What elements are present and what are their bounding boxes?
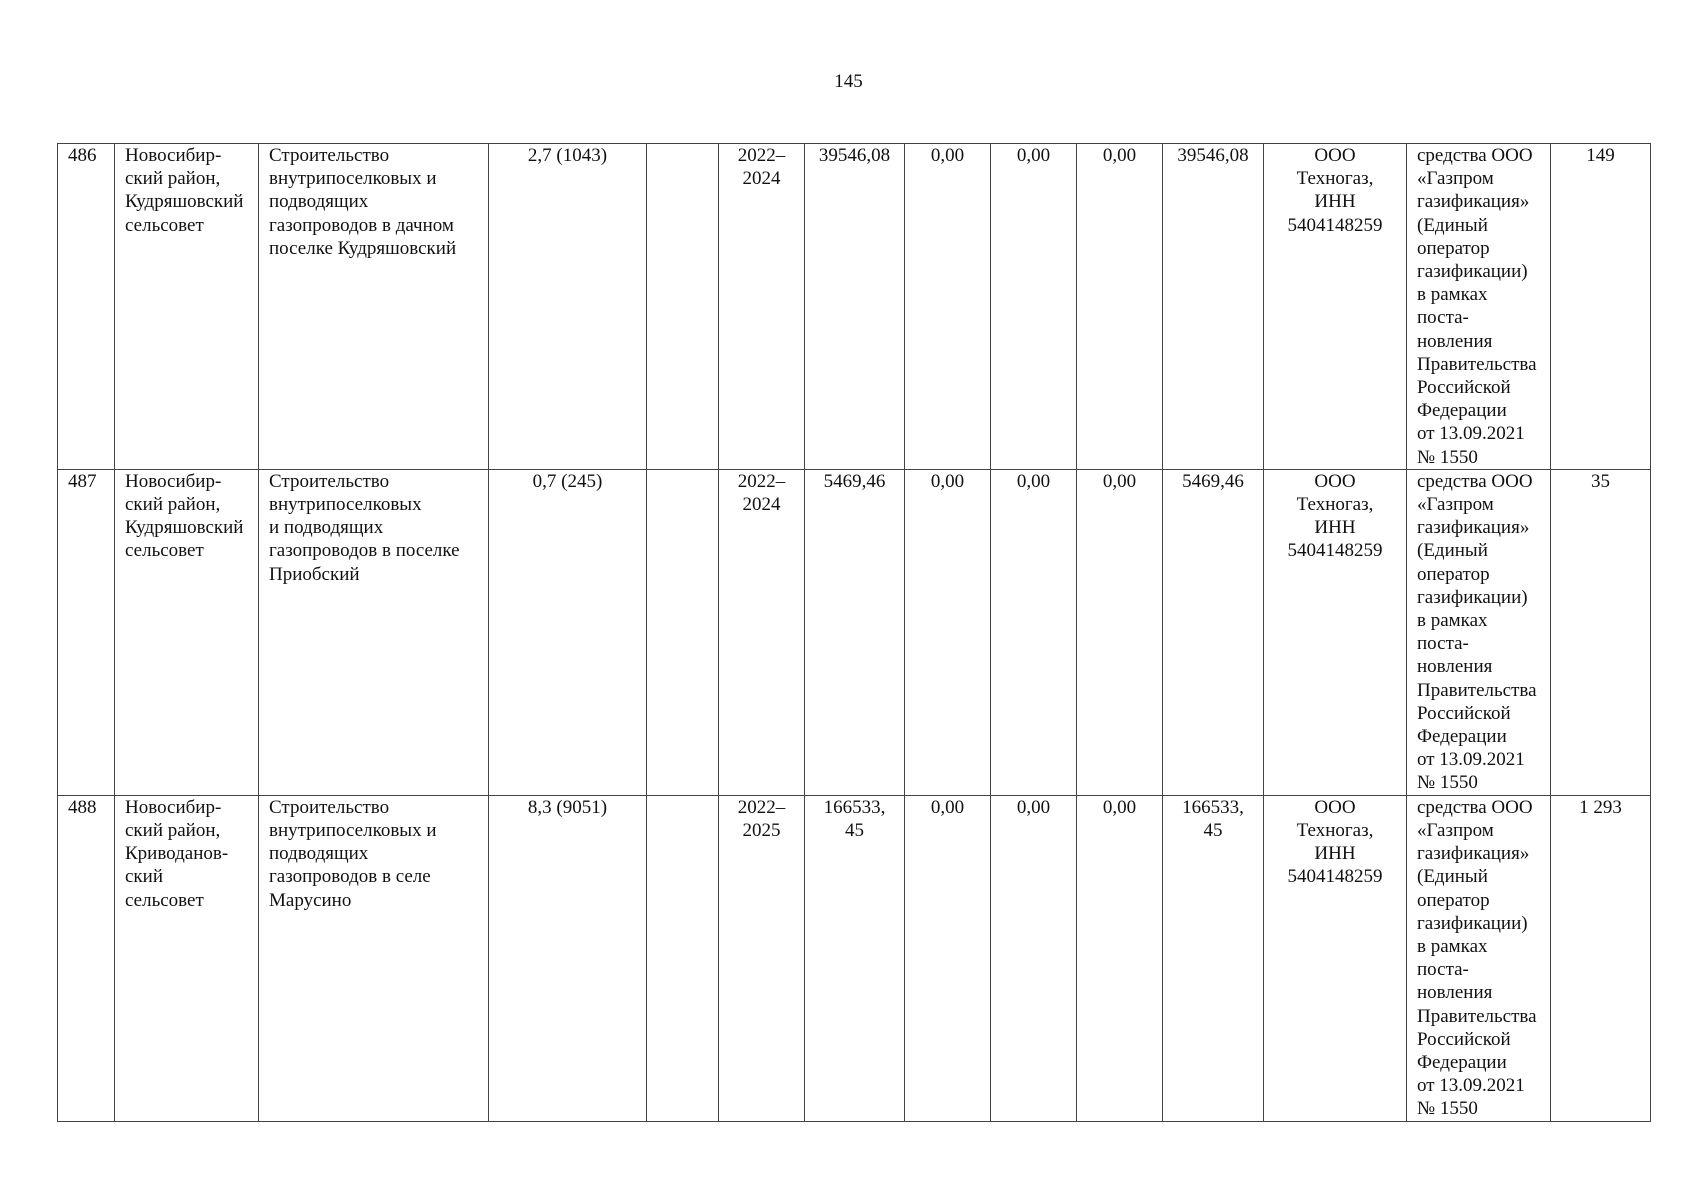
executor-cell — [1264, 795, 1407, 1121]
page-number: 145 — [834, 71, 863, 92]
row-number: 487 — [68, 470, 97, 492]
length-cell — [489, 144, 647, 470]
regional-cell — [991, 795, 1077, 1121]
regional-cell — [991, 469, 1077, 795]
empty-cell — [647, 469, 719, 795]
household-count: 35 — [1591, 470, 1610, 492]
table-row — [58, 144, 1651, 470]
implementation-years: 2022– 2025 — [737, 796, 786, 841]
row-number: 486 — [68, 145, 97, 166]
empty-cell — [647, 144, 719, 470]
total-amount: 5469,46 — [823, 470, 886, 492]
row-number: 488 — [68, 796, 97, 818]
source-cell — [1407, 144, 1551, 470]
territory-cell — [115, 469, 259, 795]
count-cell — [1551, 469, 1651, 795]
length-cell — [489, 469, 647, 795]
territory-cell — [115, 144, 259, 470]
gasification-table — [57, 143, 1651, 1122]
total-amount: 39546,08 — [818, 145, 891, 166]
municipal-cell — [1077, 469, 1163, 795]
municipal-amount: 0,00 — [1102, 470, 1137, 492]
territory-name: Новосибир- ский район, Кудряшовский сельсовет — [125, 470, 244, 562]
years-cell — [719, 795, 805, 1121]
municipal-cell — [1077, 144, 1163, 470]
object-name: Строительство внутрипоселковых и подводящих газопроводов в дачном поселке Кудряшовский — [269, 145, 457, 259]
empty-cell — [647, 795, 719, 1121]
territory-cell — [115, 795, 259, 1121]
municipal-amount: 0,00 — [1102, 796, 1137, 818]
table-row — [58, 795, 1651, 1121]
executor-name: ООО Техногаз, ИНН 5404148259 — [1287, 796, 1383, 888]
executor-name: ООО Техногаз, ИНН 5404148259 — [1287, 470, 1383, 562]
object-cell — [259, 469, 489, 795]
territory-name: Новосибир- ский район, Криводанов- ский сельсовет — [125, 796, 229, 911]
length-cell — [489, 795, 647, 1121]
federal-amount: 0,00 — [930, 145, 965, 166]
executor-name: ООО Техногаз, ИНН 5404148259 — [1287, 145, 1383, 236]
funding-source: средства ООО «Газпром газификация» (Единый оператор газификации) в рамках поста- новления Правительства Российской Федерации от 13.09.2021 № 1550 — [1417, 796, 1537, 1120]
household-count: 1 293 — [1579, 796, 1622, 818]
pipeline-length: 0,7 (245) — [532, 470, 603, 492]
executor-cell — [1264, 469, 1407, 795]
pipeline-length: 8,3 (9051) — [527, 796, 608, 818]
household-count: 149 — [1586, 145, 1615, 166]
funding-source: средства ООО «Газпром газификация» (Единый оператор газификации) в рамках поста- новления Правительства Российской Федерации от 13.09.2021 № 1550 — [1417, 145, 1537, 468]
total-cell — [805, 795, 905, 1121]
source-cell — [1407, 469, 1551, 795]
regional-amount: 0,00 — [1016, 145, 1051, 166]
territory-name: Новосибир- ский район, Кудряшовский сельсовет — [125, 145, 244, 236]
other-amount: 39546,08 — [1177, 145, 1249, 166]
other-cell — [1163, 469, 1264, 795]
count-cell — [1551, 795, 1651, 1121]
other-amount: 166533, 45 — [1182, 796, 1244, 841]
federal-cell — [905, 469, 991, 795]
federal-cell — [905, 795, 991, 1121]
total-amount: 166533, 45 — [823, 796, 886, 841]
object-name: Строительство внутрипоселковых и подводящих газопроводов в селе Марусино — [269, 796, 437, 911]
table-body — [58, 144, 1651, 1122]
total-cell — [805, 469, 905, 795]
table-row — [58, 469, 1651, 795]
count-cell — [1551, 144, 1651, 470]
object-cell — [259, 144, 489, 470]
regional-cell — [991, 144, 1077, 470]
total-cell — [805, 144, 905, 470]
implementation-years: 2022– 2024 — [737, 470, 786, 516]
regional-amount: 0,00 — [1016, 796, 1051, 818]
years-cell — [719, 144, 805, 470]
municipal-cell — [1077, 795, 1163, 1121]
funding-source: средства ООО «Газпром газификация» (Единый оператор газификации) в рамках поста- новления Правительства Российской Федерации от 13.09.2021 № 1550 — [1417, 470, 1537, 794]
federal-amount: 0,00 — [930, 796, 965, 818]
executor-cell — [1264, 144, 1407, 470]
regional-amount: 0,00 — [1016, 470, 1051, 492]
years-cell — [719, 469, 805, 795]
other-cell — [1163, 795, 1264, 1121]
source-cell — [1407, 795, 1551, 1121]
municipal-amount: 0,00 — [1102, 145, 1137, 166]
pipeline-length: 2,7 (1043) — [527, 145, 608, 166]
object-cell — [259, 795, 489, 1121]
other-cell — [1163, 144, 1264, 470]
implementation-years: 2022– 2024 — [737, 145, 786, 190]
row-number-cell — [58, 469, 115, 795]
federal-cell — [905, 144, 991, 470]
object-name: Строительство внутрипоселковых и подводящих газопроводов в поселке Приобский — [269, 470, 460, 585]
row-number-cell — [58, 795, 115, 1121]
federal-amount: 0,00 — [930, 470, 965, 492]
other-amount: 5469,46 — [1182, 470, 1244, 492]
row-number-cell — [58, 144, 115, 470]
